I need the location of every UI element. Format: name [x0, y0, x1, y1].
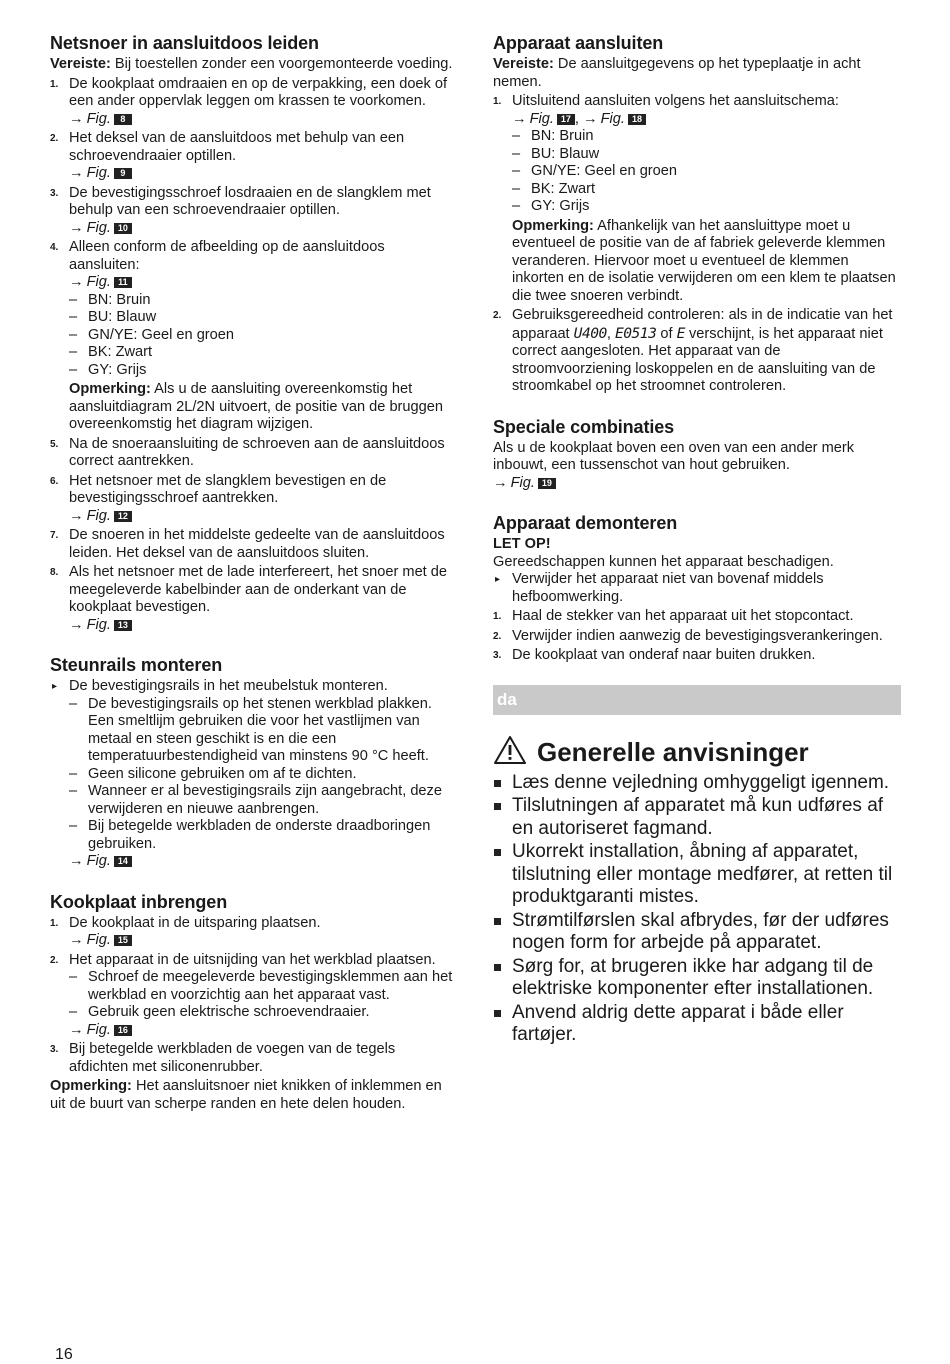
section-speciale-combinaties: [493, 416, 901, 493]
list-item: – GY: Grijs: [69, 362, 458, 380]
figure-number: 13: [114, 620, 132, 631]
figure-number: 9: [114, 168, 132, 179]
display-code: E0513: [614, 324, 657, 342]
list-item: 2. Het apparaat in de uitsnijding van het werkblad plaatsen. – Schroef de meegeleverde bevestigingsklemmen aan het werkblad en voorzichtig aan het apparaat vast. – Gebruik geen elektrische schroevendraaier. → Fig. 16: [50, 952, 458, 1040]
paragraph: Als u de kookplaat boven een oven van een ander merk inbouwt, een tussenschot van hout gebruiken.: [493, 439, 855, 473]
section-netsnoer: [50, 32, 458, 634]
list-item: 3. De kookplaat van onderaf naar buiten drukken.: [493, 647, 816, 663]
figure-number: 19: [538, 478, 556, 489]
section-title: Netsnoer in aansluitdoos leiden: [50, 33, 319, 53]
section-generelle-anvisninger: [493, 735, 901, 1047]
requirement: Vereiste: Bij toestellen zonder een voorgemonteerde voeding.: [50, 56, 453, 72]
list-item: 3. Bij betegelde werkbladen de voegen van de tegels afdichten met siliconenrubber.: [50, 1041, 396, 1075]
list-item: – GY: Grijs: [512, 198, 901, 216]
list-item: – Bij betegelde werkbladen de onderste draadboringen gebruiken.: [69, 818, 458, 853]
list-item: – BU: Blauw: [69, 309, 458, 327]
figure-number: 11: [114, 277, 132, 288]
list-item: ▸ Verwijder het apparaat niet van bovenaf middels hefboomwerking.: [493, 571, 901, 606]
steps-list: [493, 93, 901, 396]
figure-number: 14: [114, 856, 132, 867]
figure-number: 15: [114, 935, 132, 946]
list-item: 8. Als het netsnoer met de lade interfereert, het snoer met de meegeleverde kabelbinder aan de onderkant van de kookplaat bevestigen. → Fig. 13: [50, 564, 458, 634]
arrow-icon: →: [69, 932, 84, 948]
figure-number: 18: [628, 114, 646, 125]
figure-number: 17: [557, 114, 575, 125]
section-apparaat-demonteren: [493, 512, 901, 665]
section-title: Apparaat aansluiten: [493, 33, 664, 53]
right-column: [493, 32, 901, 1048]
note: Opmerking: Het aansluitsnoer niet knikken of inklemmen en uit de buurt van scherpe randen en hete delen houden.: [50, 1078, 442, 1112]
list-item: ▸ De bevestigingsrails in het meubelstuk monteren. – De bevestigingsrails op het stenen werkblad plakken. Een smeltlijm gebruiken die voor het vastlijmen van metaal en steen geschikt is en die een temperatuurbestendigheid van minstens 90 °C heeft. – Geen silicone gebruiken om af te dichten. – Wanneer er al bevestigingsrails zijn aangebracht, deze verwijderen en nieuwe aanbrengen. – Bij betegelde werkbladen de onderste draadboringen gebruiken. → Fig. 14: [50, 678, 458, 871]
list-item: Tilslutningen af apparatet må kun udføres af en autoriseret fagmand.: [493, 795, 901, 840]
list-item: 3. De bevestigingsschroef losdraaien en de slangklem met behulp van een schroevendraaier optillen. → Fig. 10: [50, 185, 458, 238]
requirement: Vereiste: De aansluitgegevens op het typeplaatje in acht nemen.: [493, 56, 861, 90]
display-code: E: [676, 324, 685, 342]
arrow-icon: →: [69, 165, 84, 181]
list-item: 2. Gebruiksgereedheid controleren: als in de indicatie van het apparaat U400, E0513 of E verschijnt, is het apparaat niet correct aangesloten. Het apparaat van de stroomvoorziening loskoppelen en de aansluiting van de stroomkabel op het stroomnet controleren.: [493, 307, 893, 394]
caution-label: LET OP!: [493, 536, 551, 552]
list-item: Strømtilførslen skal afbrydes, før der udføres nogen form for arbejde på apparatet.: [493, 910, 901, 955]
warning-triangle-icon: [493, 735, 537, 770]
note: Opmerking: Afhankelijk van het aansluittype moet u eventueel de positie van de af fabriek geleverde klemmen veranderen. Hiervoor moet u eventueel de klemmen inkorten en de isolatie verwijderen om een klem te plaatsen die twee snoeren verbindt.: [512, 217, 896, 304]
figure-number: 8: [114, 114, 132, 125]
steps-list: [50, 915, 458, 1077]
list-item: – Wanneer er al bevestigingsrails zijn aangebracht, deze verwijderen en nieuwe aanbrengen.: [69, 783, 458, 818]
list-item: 6. Het netsnoer met de slangklem bevestigen en de bevestigingsschroef aantrekken. → Fig. 12: [50, 473, 458, 526]
list-item: 1. Haal de stekker van het apparaat uit het stopcontact.: [493, 608, 854, 624]
section-title: Speciale combinaties: [493, 416, 675, 437]
language-bar: da: [493, 685, 901, 715]
list-item: – GN/YE: Geel en groen: [69, 327, 458, 345]
arrow-icon: →: [69, 1021, 84, 1038]
dash-list: [69, 696, 458, 854]
arrow-icon: →: [583, 110, 598, 127]
list-item: Ukorrekt installation, åbning af apparatet, tilslutning eller montage medfører, at retten til produktgaranti mistes.: [493, 841, 901, 909]
dash-list: [69, 969, 458, 1022]
general-list: [493, 772, 901, 1047]
list-item: 2. Verwijder indien aanwezig de bevestigingsverankeringen.: [493, 627, 883, 644]
figure-number: 10: [114, 223, 132, 234]
section-apparaat-aansluiten: [493, 32, 901, 396]
list-item: 5. Na de snoeraansluiting de schroeven aan de aansluitdoos correct aantrekken.: [50, 435, 445, 469]
section-steunrails: [50, 654, 458, 871]
list-item: – GN/YE: Geel en groen: [512, 163, 901, 181]
list-item: – Geen silicone gebruiken om af te dichten.: [69, 766, 458, 784]
figure-reference: → Fig. 10: [69, 220, 458, 238]
steps-list: [493, 608, 901, 665]
bullet-list: [493, 571, 901, 606]
list-item: – BU: Blauw: [512, 146, 901, 164]
page-title: Generelle anvisninger: [537, 737, 809, 767]
list-item: 4. Alleen conform de afbeelding op de aansluitdoos aansluiten: → Fig. 11 – BN: Bruin – BU: Blauw – GN/YE: Geel en groen – BK: Zwart – GY: Grijs Opmerking: Als u de aansluiting overeenkomstig het aansluitdiagram 2L/2N uitvoert, de positie van de bruggen overeenkomstig het diagram wijzigen.: [50, 239, 458, 434]
section-title: Apparaat demonteren: [493, 513, 678, 533]
list-item: – BK: Zwart: [512, 181, 901, 199]
list-item: – Gebruik geen elektrische schroevendraaier.: [69, 1004, 458, 1022]
note: Opmerking: Als u de aansluiting overeenkomstig het aansluitdiagram 2L/2N uitvoert, de positie van de bruggen overeenkomstig het diagram wijzigen.: [69, 381, 444, 432]
warning-heading: [493, 735, 901, 770]
list-item: 2. Het deksel van de aansluitdoos met behulp van een schroevendraaier optillen. → Fig. 9: [50, 130, 458, 183]
arrow-icon: →: [69, 507, 84, 524]
arrow-icon: →: [493, 474, 508, 491]
list-item: – De bevestigingsrails op het stenen werkblad plakken. Een smeltlijm gebruiken die voor het vastlijmen van metaal en steen geschikt is en die een temperatuurbestendigheid van minstens 90 °C heeft.: [69, 696, 458, 766]
list-item: 1. De kookplaat omdraaien en op de verpakking, een doek of een ander oppervlak leggen om krassen te voorkomen. → Fig. 8: [50, 76, 458, 129]
section-title: Kookplaat inbrengen: [50, 891, 228, 912]
bullet-list: [50, 678, 458, 871]
figure-reference: → Fig. 19: [493, 475, 901, 493]
figure-reference: → Fig. 12: [69, 508, 458, 526]
arrow-icon: →: [69, 219, 84, 236]
arrow-icon: →: [512, 110, 527, 127]
list-item: 1. Uitsluitend aansluiten volgens het aansluitschema: → Fig. 17 , → Fig. 18 – BN: Bruin – BU: Blauw – GN/YE: Geel en groen – BK: Zwart – GY: Grijs Opmerking: Afhankelijk van het aansluittype moet u eventueel de positie van de af fabriek geleverde klemmen veranderen. Hiervoor moet u eventueel de klemmen inkorten en de isolatie verwijderen om een klem te plaatsen die twee snoeren verbindt.: [493, 93, 901, 305]
display-code: U400: [573, 324, 607, 342]
caution-text: Gereedschappen kunnen het apparaat beschadigen.: [493, 553, 834, 570]
list-item: – Schroef de meegeleverde bevestigingsklemmen aan het werkblad en voorzichtig aan het apparaat vast.: [69, 969, 458, 1004]
list-item: Sørg for, at brugeren ikke har adgang til de elektriske komponenter efter installationen.: [493, 956, 901, 1001]
section-kookplaat-inbrengen: [50, 891, 458, 1114]
figure-reference: → Fig. 9: [69, 165, 458, 183]
wire-list: [512, 128, 901, 216]
page-number: 16: [55, 1346, 73, 1363]
list-item: 1. De kookplaat in de uitsparing plaatsen. → Fig. 15: [50, 915, 458, 950]
figure-reference: → Fig. 13: [69, 617, 458, 635]
arrow-icon: →: [69, 853, 84, 869]
wire-list: [69, 292, 458, 380]
list-item: – BN: Bruin: [69, 292, 458, 310]
figure-reference: → Fig. 14: [69, 853, 458, 871]
figure-number: 16: [114, 1025, 132, 1036]
arrow-icon: →: [69, 110, 84, 127]
figure-number: 12: [114, 511, 132, 522]
list-item: Læs denne vejledning omhyggeligt igennem.: [493, 772, 901, 795]
figure-reference: → Fig. 11: [69, 274, 458, 292]
figure-reference: → Fig. 8: [69, 111, 458, 129]
list-item: 7. De snoeren in het middelste gedeelte van de aansluitdoos leiden. Het deksel van de aansluitdoos sluiten.: [50, 527, 445, 561]
figure-reference: → Fig. 15: [69, 932, 458, 950]
list-item: Anvend aldrig dette apparat i både eller fartøjer.: [493, 1002, 901, 1047]
section-title: Steunrails monteren: [50, 655, 223, 675]
figure-reference: → Fig. 16: [69, 1022, 458, 1040]
arrow-icon: →: [69, 274, 84, 290]
arrow-icon: →: [69, 616, 84, 633]
left-column: [50, 32, 458, 1133]
list-item: – BK: Zwart: [69, 344, 458, 362]
list-item: – BN: Bruin: [512, 128, 901, 146]
steps-list: [50, 76, 458, 635]
figure-reference: → Fig. 17 , → Fig. 18: [512, 111, 901, 129]
